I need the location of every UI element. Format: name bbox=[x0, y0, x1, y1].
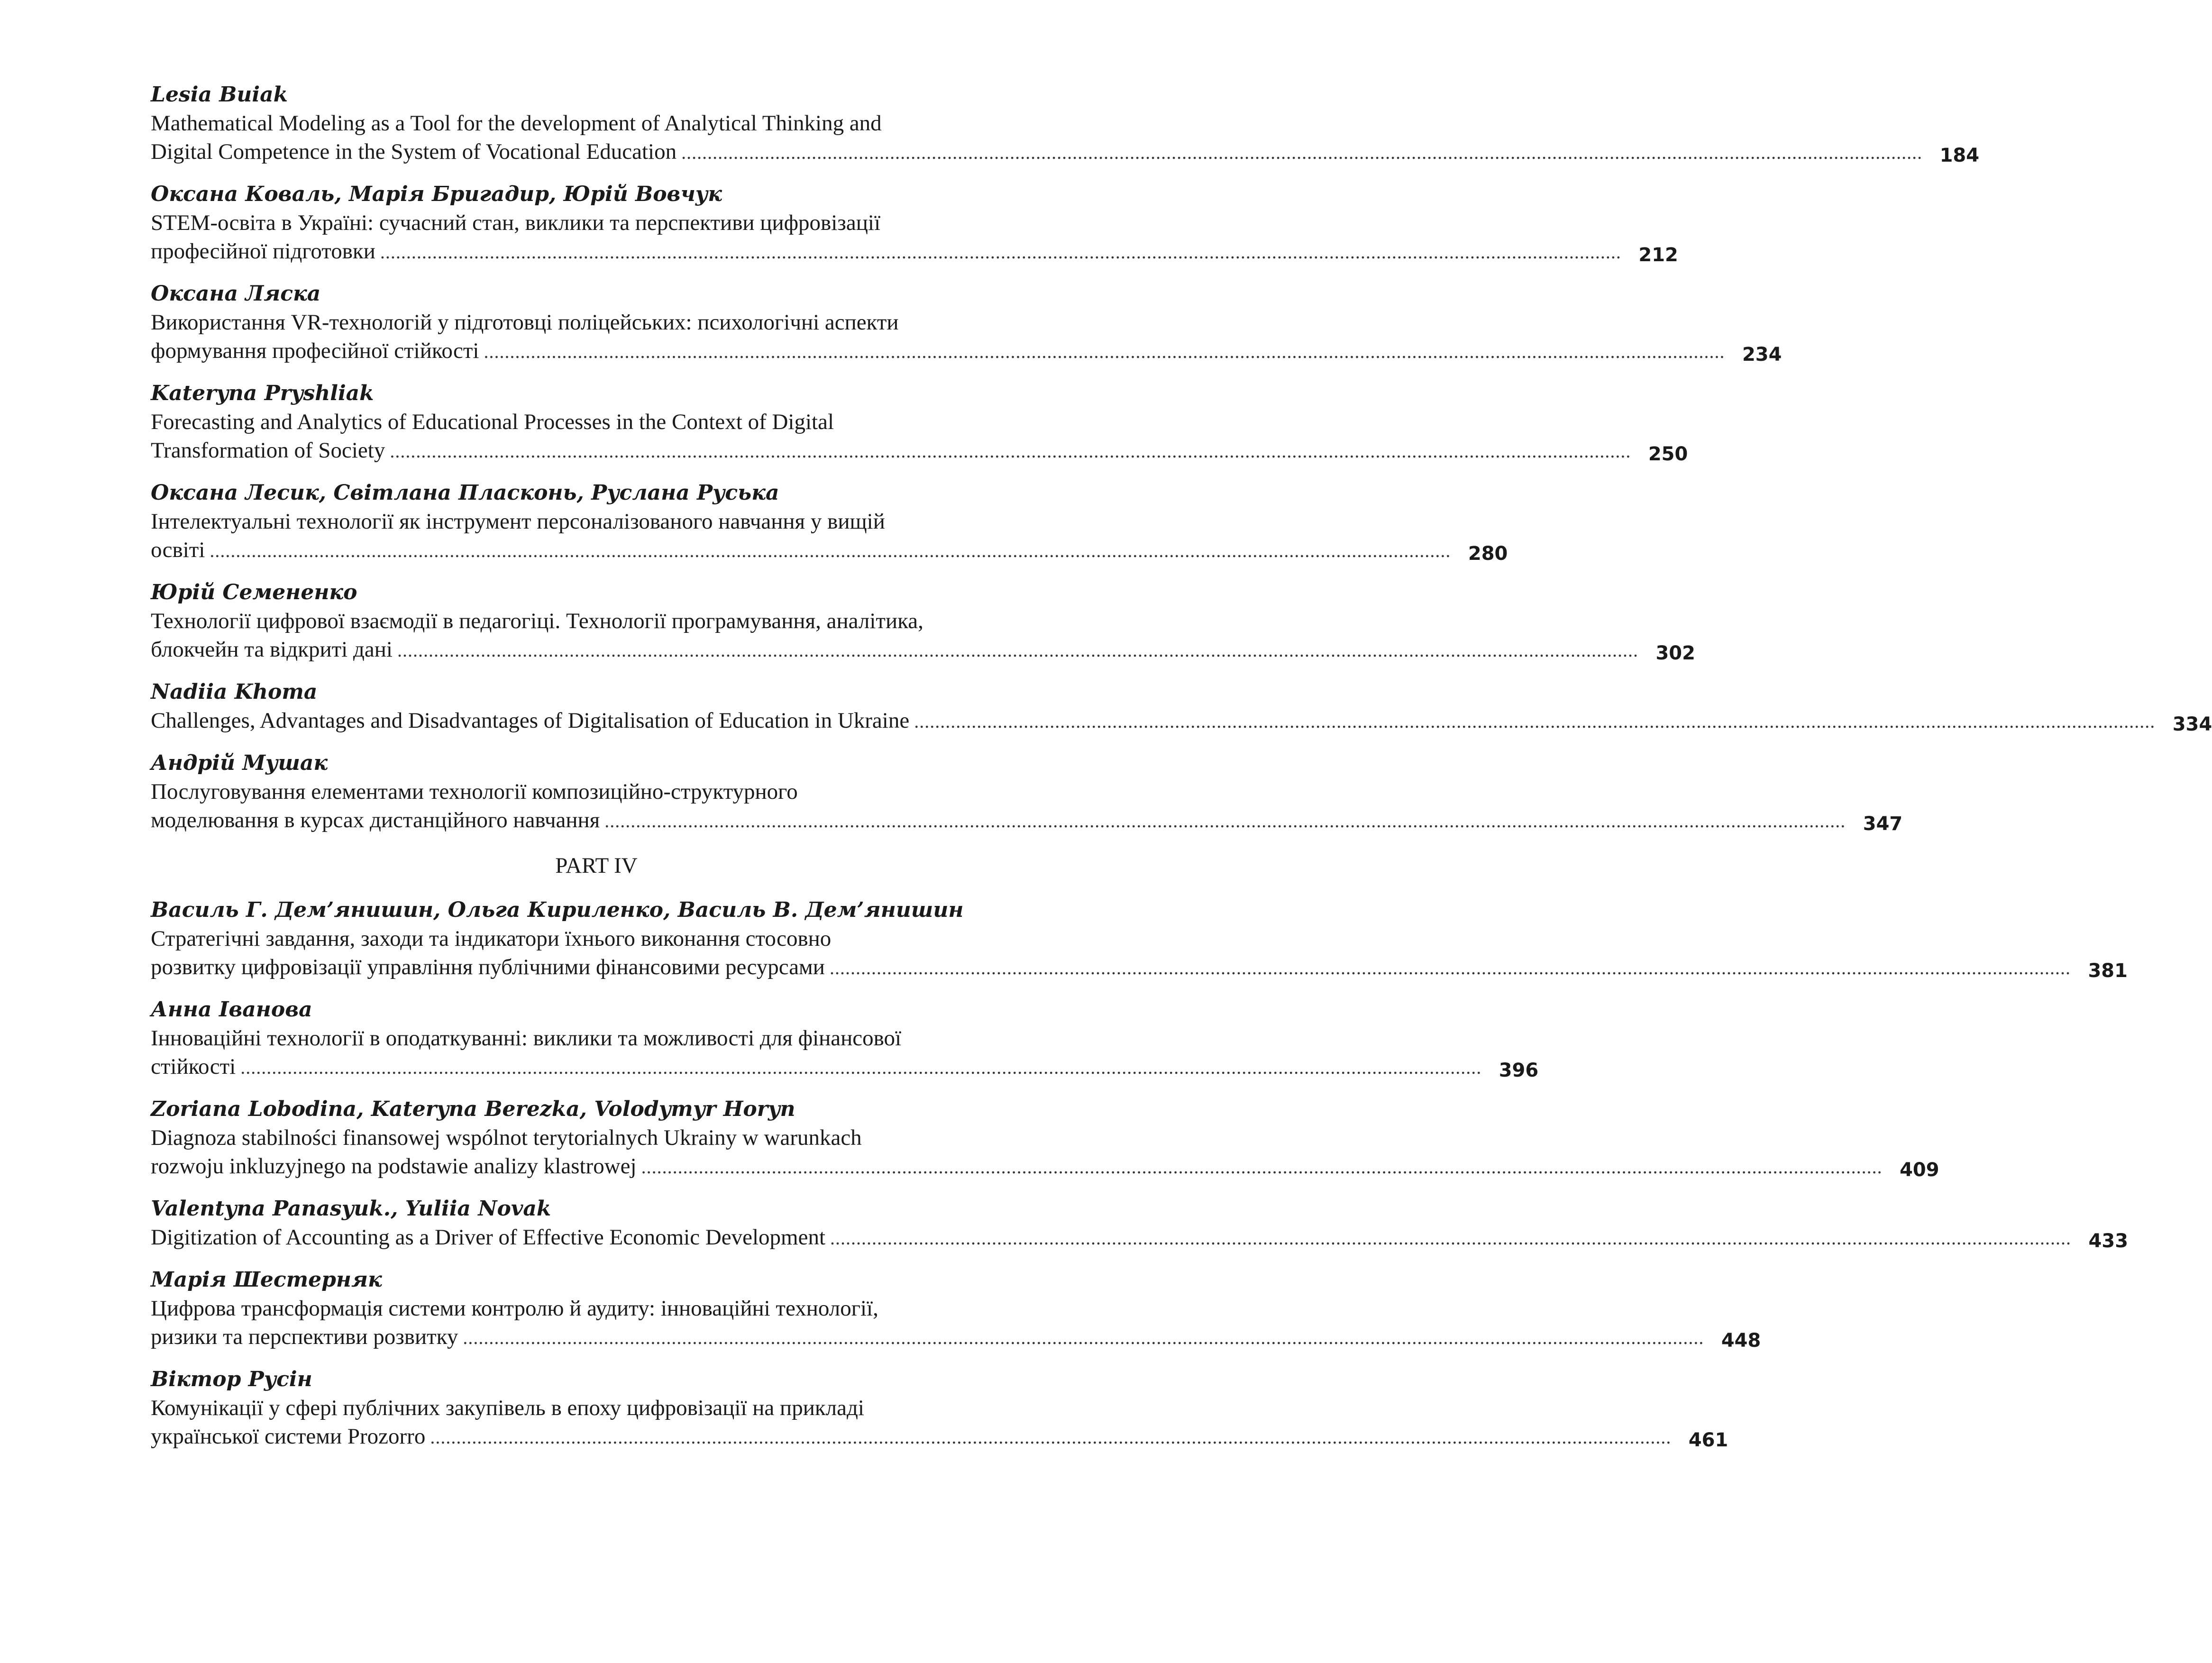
dot-leader bbox=[484, 338, 1725, 366]
toc-entry bbox=[151, 749, 1903, 835]
dot-leader bbox=[604, 807, 1846, 835]
entry-last-line bbox=[151, 806, 1903, 835]
entry-authors: Андрій Мушак bbox=[151, 751, 328, 775]
toc-entry bbox=[151, 1266, 1761, 1352]
page-number: 381 bbox=[2088, 960, 2128, 982]
entry-title-line: Технології цифрової взаємодії в педагогіці. Технології програмування, аналітика, bbox=[151, 609, 923, 633]
entry-authors: Zoriana Lobodina, Kateryna Berezka, Volodymyr Horyn bbox=[151, 1097, 795, 1121]
toc-entry bbox=[151, 578, 1695, 665]
entry-title-line: Інноваційні технології в оподаткуванні: виклики та можливості для фінансової bbox=[151, 1026, 902, 1051]
toc-entry bbox=[151, 479, 1508, 565]
entry-title-line: STEM-освіта в Україні: сучасний стан, виклики та перспективи цифровізації bbox=[151, 210, 880, 235]
toc-entry bbox=[151, 280, 1782, 366]
toc-entry bbox=[151, 1365, 1728, 1452]
page-number: 280 bbox=[1468, 543, 1508, 565]
entry-last-line bbox=[151, 1422, 1728, 1452]
dot-leader bbox=[830, 1224, 2071, 1252]
entry-title-line: rozwoju inkluzyjnego na podstawie analizy klastrowej bbox=[151, 1154, 637, 1179]
page-number: 347 bbox=[1863, 813, 1903, 835]
dot-leader bbox=[380, 238, 1621, 266]
dot-leader bbox=[914, 707, 2155, 736]
toc-entry bbox=[151, 379, 1688, 466]
entry-title-line: формування професійної стійкості bbox=[151, 338, 479, 363]
entry-title-line: Mathematical Modeling as a Tool for the development of Analytical Thinking and bbox=[151, 111, 882, 136]
table-of-contents bbox=[151, 81, 2212, 1465]
page-number: 212 bbox=[1638, 244, 1678, 266]
entry-last-line bbox=[151, 706, 2212, 736]
toc-entry bbox=[151, 1095, 1939, 1181]
entry-title-line: Forecasting and Analytics of Educational Processes in the Context of Digital bbox=[151, 410, 834, 434]
entry-title-line: ризики та перспективи розвитку bbox=[151, 1325, 458, 1349]
entry-authors: Віктор Русін bbox=[151, 1367, 312, 1391]
entry-last-line bbox=[151, 953, 2128, 982]
toc-entry bbox=[151, 996, 1539, 1082]
toc-entry bbox=[151, 1195, 2129, 1252]
dot-leader bbox=[463, 1324, 1704, 1352]
dot-leader bbox=[430, 1423, 1671, 1452]
entry-authors: Оксана Коваль, Марія Бригадир, Юрій Вовчук bbox=[151, 182, 722, 206]
entry-authors: Оксана Ляска bbox=[151, 282, 321, 306]
entry-title-line: Digital Competence in the System of Vocational Education bbox=[151, 139, 677, 164]
entry-title-line: Інтелектуальні технології як інструмент персоналізованого навчання у вищій bbox=[151, 509, 885, 534]
entry-title-line: розвитку цифровізації управління публічними фінансовими ресурсами bbox=[151, 955, 825, 979]
page-number: 334 bbox=[2172, 713, 2212, 735]
dot-leader bbox=[681, 138, 1922, 167]
entry-title-line: Transformation of Society bbox=[151, 438, 385, 463]
page-number: 234 bbox=[1742, 344, 1782, 365]
entry-title-line: Digitization of Accounting as a Driver of Effective Economic Development bbox=[151, 1225, 826, 1250]
entry-authors: Valentyna Panasyuk., Yuliia Novak bbox=[151, 1197, 551, 1221]
entry-title-line: моделювання в курсах дистанційного навчання bbox=[151, 808, 600, 832]
entry-title-line: Challenges, Advantages and Disadvantages of Digitalisation of Education in Ukraine bbox=[151, 708, 910, 733]
entry-last-line bbox=[151, 337, 1782, 366]
entry-last-line bbox=[151, 1223, 2129, 1252]
toc-entry bbox=[151, 180, 1678, 266]
entry-authors: Lesia Buiak bbox=[151, 82, 288, 107]
page-number: 409 bbox=[1900, 1159, 1939, 1181]
entry-last-line bbox=[151, 536, 1508, 565]
page-number: 461 bbox=[1688, 1429, 1728, 1451]
entry-title-line: Використання VR-технологій у підготовці поліцейських: психологічні аспекти bbox=[151, 310, 899, 335]
entry-last-line bbox=[151, 436, 1688, 466]
page-number: 184 bbox=[1939, 145, 1980, 166]
page-number: 396 bbox=[1499, 1060, 1539, 1081]
dot-leader bbox=[641, 1153, 1883, 1181]
entry-title-line: освіті bbox=[151, 538, 205, 562]
toc-section-after bbox=[151, 896, 2129, 1452]
entry-authors: Nadiia Khoma bbox=[151, 680, 318, 704]
entry-title-line: Послуговування елементами технології композиційно-структурного bbox=[151, 779, 798, 804]
page-number: 302 bbox=[1655, 642, 1695, 664]
entry-title-line: стійкості bbox=[151, 1054, 236, 1079]
entry-title-line: професійної підготовки bbox=[151, 239, 375, 264]
entry-title-line: Стратегічні завдання, заходи та індикатори їхнього виконання стосовно bbox=[151, 926, 832, 951]
entry-authors: Анна Іванова bbox=[151, 997, 312, 1022]
entry-last-line bbox=[151, 1152, 1939, 1181]
entry-last-line bbox=[151, 1052, 1539, 1082]
dot-leader bbox=[240, 1053, 1481, 1082]
toc-entry bbox=[151, 81, 1980, 167]
page-number: 433 bbox=[2088, 1230, 2129, 1252]
entry-title-line: блокчейн та відкриті дані bbox=[151, 637, 393, 662]
toc-entry bbox=[151, 678, 2212, 736]
dot-leader bbox=[390, 437, 1631, 466]
entry-title-line: Diagnoza stabilności finansowej wspólnot terytorialnych Ukrainy w warunkach bbox=[151, 1125, 862, 1150]
page-number: 448 bbox=[1721, 1330, 1761, 1352]
dot-leader bbox=[397, 636, 1638, 665]
entry-authors: Kateryna Pryshliak bbox=[151, 381, 374, 405]
dot-leader bbox=[830, 954, 2071, 982]
entry-last-line bbox=[151, 1323, 1761, 1352]
entry-last-line bbox=[151, 635, 1695, 665]
toc-section-before bbox=[151, 81, 2212, 835]
entry-authors: Василь Г. Дем’янишин, Ольга Кириленко, Василь В. Дем’янишин bbox=[151, 898, 964, 922]
entry-last-line bbox=[151, 137, 1980, 167]
dot-leader bbox=[210, 537, 1451, 565]
page-number: 250 bbox=[1648, 443, 1688, 465]
entry-last-line bbox=[151, 237, 1678, 266]
entry-authors: Юрій Семененко bbox=[151, 580, 357, 604]
entry-authors: Оксана Лесик, Світлана Пласконь, Руслана Руська bbox=[151, 481, 779, 505]
entry-title-line: української системи Prozorro bbox=[151, 1424, 426, 1449]
toc-entry bbox=[151, 896, 2128, 982]
entry-title-line: Цифрова трансформація системи контролю й аудиту: інноваційні технології, bbox=[151, 1296, 878, 1321]
part-heading: PART IV bbox=[555, 853, 638, 878]
entry-title-line: Комунікації у сфері публічних закупівель в епоху цифровізації на прикладі bbox=[151, 1396, 864, 1420]
entry-authors: Марія Шестерняк bbox=[151, 1268, 382, 1292]
